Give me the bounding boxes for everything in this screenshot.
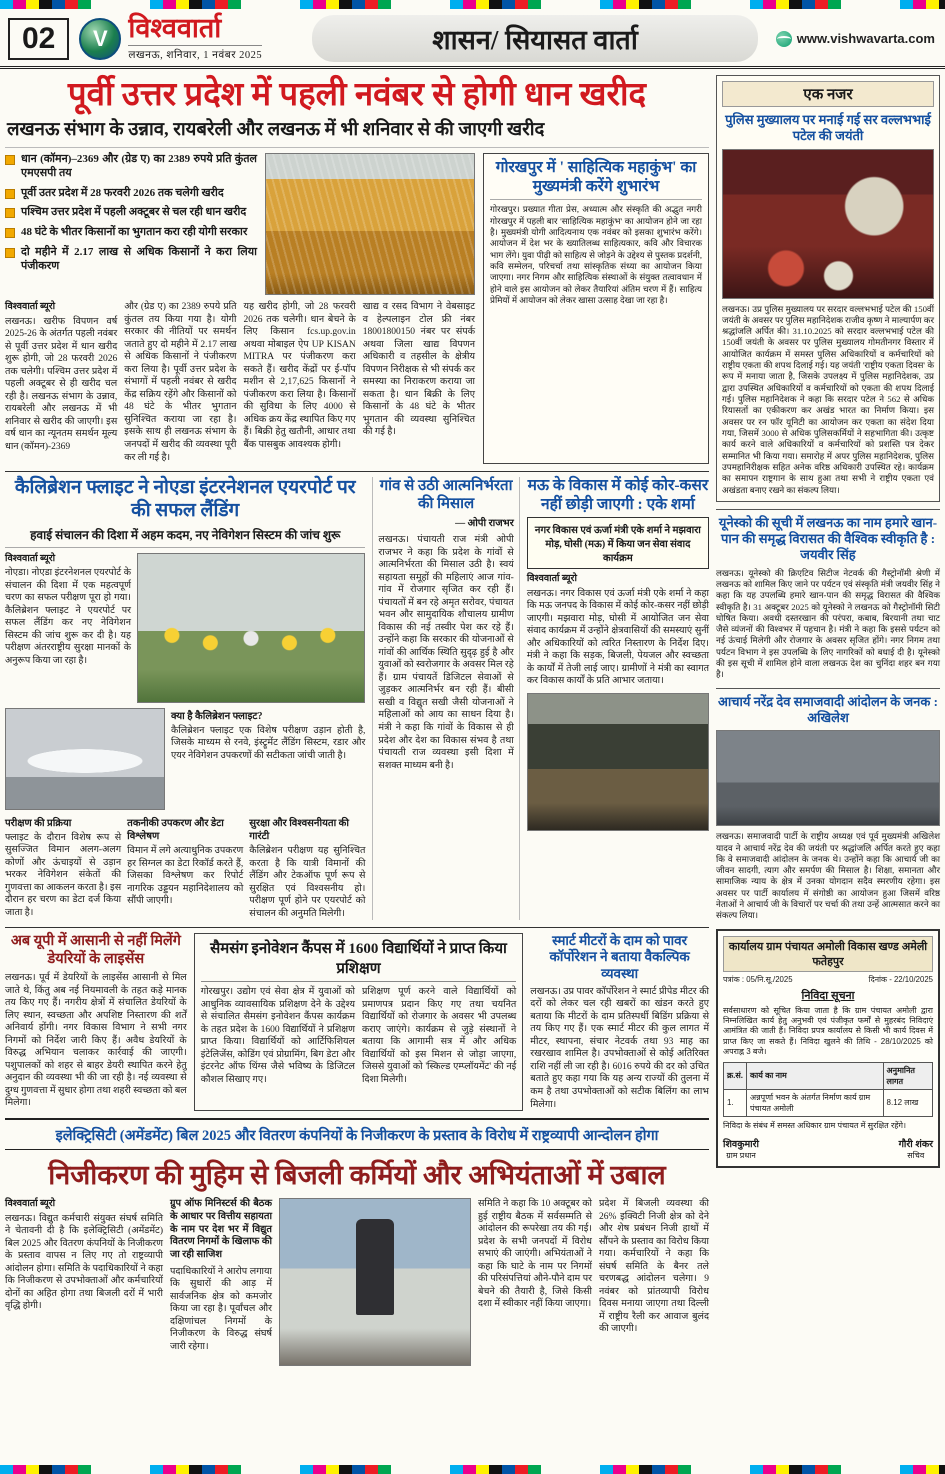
- page-content: [0, 69, 945, 1370]
- ek-nazar-box: [716, 75, 940, 502]
- lead-body-text: लखनऊ। खरीफ विपणन वर्ष 2025-26 के अंतर्गत पहली नवंबर से पूर्वी उत्तर प्रदेश में धान खरीद शुरू होगी, जो 28 फरवरी 2026 तक चलेगी। पश्चिम उत्तर प्रदेश में पहली अक्टूबर से ही खरीद चल रही है। लखनऊ संभाग के उन्नाव, रायबरेली और लखनऊ में भी शनिवार से खरीद की जाएगी। इस वर्ष धान का न्यूनतम समर्थन मूल्य धान (कॉमन)-2369: [5, 316, 118, 452]
- lead-bullet: धान (कॉमन)–2369 और (ग्रेड ए) का 2389 रुपये प्रति कुंतल एमएसपी तय: [5, 153, 257, 181]
- lead-body-text: खाद्य व रसद विभाग ने वेबसाइट व हेल्पलाइन टोल फ्री नंबर 18001800150 नंबर पर संपर्क अथवा जिला खाद्य विपणन अधिकारी व तहसील के क्षेत्रीय विपणन निरीक्षक से भी संपर्क कर समस्या का निराकरण कराया जा सकता है। धान बिक्री के लिए किसानों के 48 घंटे के भीतर भुगतान की व्यवस्था सुनिश्चित की गई है।: [362, 302, 475, 438]
- privatisation-body: प्रदेश में बिजली व्यवस्था की 26% इक्विटी निजी क्षेत्र को देने और शेष प्रबंधन निजी हाथों में सौंपने के प्रस्ताव का विरोध किया गया। कर्मचारियों ने कहा कि संघर्ष समिति के बैनर तले चरणबद्ध आंदोलन चलेगा। 9 नवंबर को प्रांतव्यापी विरोध दिवस मनाया जाएगा तथा दिल्ली में राष्ट्रीय रैली कर आवाज बुलंद की जाएगी।: [599, 1199, 709, 1335]
- privatisation-story: [5, 1118, 709, 1366]
- calibration-section-title: सुरक्षा और विश्वसनीयता की गारंटी: [249, 817, 349, 842]
- samsung-campus-story: [194, 933, 524, 1111]
- tender-title: निविदा सूचना: [801, 989, 855, 1002]
- privatisation-col-4: [599, 1198, 709, 1366]
- tender-body: सर्वसाधारण को सूचित किया जाता है कि ग्राम पंचायत अमोली द्वारा निम्नलिखित कार्य हेतु अनुभवी एवं पंजीकृत फर्मों से मुहरबंद निविदाएं आमंत्रित की जाती हैं। निविदा प्रपत्र कार्यालय से किसी भी कार्य दिवस में प्राप्त किए जा सकते हैं। निविदा खुलने की तिथि - 28/10/2025 को अपराह्न 3 बजे।: [723, 1005, 933, 1057]
- tender-th-serial: क्र.सं.: [724, 1062, 747, 1089]
- calibration-section-title: क्या है कैलिब्रेशन फ्लाइट?: [171, 710, 263, 722]
- mau-body: लखनऊ। नगर विकास एवं ऊर्जा मंत्री एके शर्मा ने कहा कि मऊ जनपद के विकास में कोई कोर-कसर नहीं छोड़ी जाएगी। मझवारा मोड़, घोसी में आयोजित जन सेवा संवाद कार्यक्रम में उन्होंने क्षेत्रवासियों की समस्याएं सुनीं और अधिकारियों को त्वरित निस्तारण के निर्देश दिए। मंत्री ने कहा कि सड़क, बिजली, पेयजल और स्वच्छता के कार्यों में तेजी लाई जाए। ग्रामीणों ने मंत्री का स्वागत कर विकास कार्यों के प्रति आभार जताया।: [526, 588, 710, 687]
- unesco-story: [716, 509, 940, 681]
- akhilesh-body: लखनऊ। समाजवादी पार्टी के राष्ट्रीय अध्यक्ष एवं पूर्व मुख्यमंत्री अखिलेश यादव ने आचार्य नरेंद्र देव की जयंती पर श्रद्धांजलि अर्पित करते हुए कहा कि वे समाजवादी आंदोलन के जनक थे। उन्होंने कहा कि आचार्य जी का जीवन सादगी, त्याग और समर्पण की मिसाल है। शिक्षा, समानता और सामाजिक न्याय के क्षेत्र में उनका योगदान सदैव स्मरणीय रहेगा। इस अवसर पर पार्टी कार्यालय में संगोष्ठी का आयोजन हुआ जिसमें वरिष्ठ नेताओं ने आचार्य जी के विचारों पर चर्चा की तथा उन्हें आत्मसात करने का संकल्प लिया।: [716, 831, 940, 921]
- samsung-body-col-2: प्रशिक्षण पूर्ण करने वाले विद्यार्थियों को प्रमाणपत्र प्रदान किए गए तथा चयनित विद्यार्थियों को रोजगार के अवसर भी उपलब्ध कराए जाएंगे। कार्यक्रम से जुड़े संस्थानों ने बताया कि आगामी सत्र में और अधिक विद्यार्थियों को इस मिशन से जोड़ा जाएगा, जिससे युवाओं को 'स्किल्ड एम्प्लॉयमेंट' की नई दिशा मिलेगी।: [362, 987, 517, 1085]
- mau-highlight-box: नगर विकास एवं ऊर्जा मंत्री एके शर्मा ने मझवारा मोड़, घोसी (मऊ) में किया जन सेवा संवाद कार्यक्रम: [527, 517, 709, 569]
- patel-jayanti-photo: [722, 149, 934, 299]
- akhilesh-headline: आचार्य नरेंद्र देव समाजवादी आंदोलन के जनक : अखिलेश: [718, 693, 938, 725]
- byline: विश्ववार्ता ब्यूरो: [5, 1199, 56, 1210]
- byline: विश्ववार्ता ब्यूरो: [5, 553, 56, 564]
- smart-meter-headline: स्मार्ट मीटरों के दाम को पावर कॉर्पोरेशन ने बताया वैकल्पिक व्यवस्था: [549, 933, 690, 981]
- lead-bullet: पश्चिम उत्तर प्रदेश में पहली अक्टूबर से चल रही धान खरीद: [5, 206, 257, 220]
- tender-table: [723, 1062, 933, 1117]
- byline: विश्ववार्ता ब्यूरो: [526, 574, 577, 585]
- tender-sign-right-name: गौरी शंकर: [898, 1139, 933, 1151]
- calibration-section-body: कैलिब्रेशन फ्लाइट एक विशेष परीक्षण उड़ान होती है, जिसके माध्यम से रनवे, इंस्ट्रूमेंट लैंडिंग सिस्टम, रडार और एयर नेविगेशन उपकरणों की सटीकता जांची जाती है।: [171, 725, 366, 761]
- brand: [79, 15, 294, 62]
- mau-headline: मऊ के विकास में कोई कोर-कसर नहीं छोड़ी जाएगी : एके शर्मा: [527, 477, 709, 513]
- calibration-section-1: [5, 815, 121, 921]
- bullet-square-icon: [5, 189, 15, 199]
- tender-th-cost: अनुमानित लागत: [883, 1062, 932, 1089]
- print-registration-bar-top: [0, 0, 945, 9]
- calibration-intro-text: नोएडा। नोएडा इंटरनेशनल एयरपोर्ट के संचालन की दिशा में एक महत्वपूर्ण चरण का सफल परीक्षण पूरा हो गया। कैलिब्रेशन फ्लाइट ने एयरपोर्ट पर सफल लैंडिंग कर नए नेविगेशन सिस्टम की जांच शुरू कर दी है। यह परीक्षण अंतरराष्ट्रीय सुरक्षा मानकों के अनुरूप किया जा रहा है।: [5, 568, 131, 666]
- patel-jayanti-headline: पुलिस मुख्यालय पर मनाई गई सर वल्लभभाई पटेल की जयंती: [725, 112, 931, 144]
- calibration-intro: [5, 553, 131, 703]
- mau-development-story: [527, 477, 709, 920]
- lead-body-col-4: [363, 301, 475, 464]
- tender-sign-right-role: सचिव: [907, 1151, 925, 1161]
- brand-text: [128, 15, 262, 62]
- privatisation-col-2: [170, 1198, 272, 1366]
- lead-body-text: यह खरीद होगी, जो 28 फरवरी 2026 तक चलेगी। धान बेचने के लिए किसान fcs.up.gov.in अथवा मोबाइल ऐप UP KISAN MITRA पर पंजीकरण करा सकते हैं। खरीद केंद्रों पर ई-पॉप मशीन से 2,17,625 किसानों ने पंजीकरण करा लिया है। किसानों की सुविधा के लिए 4000 से अधिक क्रय केंद्र स्थापित किए गए हैं। बिक्री हेतु खतौनी, आधार तथा बैंक पासबुक आवश्यक होगी।: [243, 302, 356, 450]
- calibration-aircraft-photo: [5, 708, 165, 810]
- patel-jayanti-body: लखनऊ। उप्र पुलिस मुख्यालय पर सरदार वल्लभभाई पटेल की 150वीं जयंती के अवसर पर पुलिस महानिदेशक राजीव कृष्ण ने माल्यार्पण कर श्रद्धांजलि अर्पित की। 31.10.2025 को सरदार वल्लभभाई पटेल की 150वीं जयंती के अवसर पर पुलिस मुख्यालय गोमतीनगर विस्तार में आयोजित कार्यक्रम में समस्त पुलिस अधिकारियों व कर्मचारियों को राष्ट्रीय एकता की शपथ दिलाई गई। यह जयंती 'राष्ट्रीय एकता दिवस' के रूप में मनाया जाता है, जिसके उपलक्ष्य में पुलिस महानिदेशक, उप्र द्वारा उपस्थित अधिकारियों व कर्मचारियों को एकता की शपथ दिलाई गई। पुलिस महानिदेशक ने कहा कि सरदार पटेल ने 562 से अधिक रियासतों का एकीकरण कर अखंड भारत का निर्माण किया। इस अवसर पर रन फॉर यूनिटी का आयोजन कर एकता का संदेश दिया गया, जिसमें 3000 से अधिक पुलिसकर्मियों ने सहभागिता की। उत्कृष्ट कार्य करने वाले अधिकारियों व कर्मचारियों को प्रशस्ति पत्र देकर सम्मानित भी किया गया। समारोह में अपर पुलिस महानिदेशक, पुलिस उपमहानिरीक्षक सहित अनेक वरिष्ठ अधिकारी उपस्थित रहे। कार्यक्रम का समापन राष्ट्रगान के साथ हुआ तथा सभी ने राष्ट्रीय एकता एवं अखंडता बनाए रखने का संकल्प लिया।: [722, 303, 934, 495]
- newspaper-logo-icon: [79, 18, 121, 60]
- lead-story: [5, 75, 709, 464]
- gorakhpur-mahakumbh-box: [483, 153, 709, 464]
- unesco-body: लखनऊ। यूनेस्को की क्रिएटिव सिटीज नेटवर्क की गैस्ट्रोनॉमी श्रेणी में लखनऊ को शामिल किए जाने पर पर्यटन एवं संस्कृति मंत्री जयवीर सिंह ने कहा कि यह उपलब्धि हमारे खान-पान की समृद्ध विरासत की वैश्विक स्वीकृति है। 31 अक्टूबर 2025 को यूनेस्को ने लखनऊ को गैस्ट्रोनॉमी सिटी घोषित किया। अवधी दस्तरखान की परंपरा, कबाब, बिरयानी तथा चाट जैसे व्यंजनों की विश्वभर में पहचान है। मंत्री ने कहा कि इससे पर्यटन को नई ऊंचाई मिलेगी और रोजगार के अवसर सृजित होंगे। नगर निगम तथा पर्यटन विभाग ने इस उपलब्धि के लिए नागरिकों को बधाई दी है। यूनेस्को की इस सूची में शामिल होने वाला लखनऊ देश का चुनिंदा शहर बन गया है।: [716, 567, 940, 680]
- privatisation-body: पदाधिकारियों ने आरोप लगाया कि सुधारों की आड़ में सार्वजनिक क्षेत्र को कमजोर किया जा रहा है। पूर्वांचल और दक्षिणांचल निगमों के निजीकरण के विरुद्ध संघर्ष जारी रहेगा।: [170, 1266, 272, 1352]
- atmanirbharta-column: [372, 477, 519, 920]
- logo-letter: V: [93, 25, 108, 51]
- gorakhpur-headline: गोरखपुर में ' साहित्यिक महाकुंभ' का मुख्यमंत्री करेंगे शुभारंभ: [490, 159, 702, 200]
- tender-note: निविदा के संबंध में समस्त अधिकार ग्राम पंचायत में सुरक्षित रहेंगे।: [723, 1120, 907, 1130]
- privatisation-col-3: [478, 1198, 592, 1366]
- page-number: 02: [8, 18, 69, 60]
- main-column: [5, 75, 709, 1366]
- lead-body-col-2: [124, 301, 236, 464]
- bullet-square-icon: [5, 228, 15, 238]
- right-sidebar: [716, 75, 940, 1366]
- protest-statue-photo: [279, 1198, 471, 1366]
- atmanirbharta-headline: गांव से उठी आत्मनिर्भरता की मिसाल: [379, 478, 513, 513]
- calibration-subheadline: हवाई संचालन की दिशा में अहम कदम, नए नेविगेशन सिस्टम की जांच शुरू: [5, 523, 365, 548]
- tender-ref-number: पत्रांक : 05/नि.सू./2025: [723, 974, 793, 984]
- tender-sign-right: [899, 1137, 933, 1161]
- paper-name: विश्ववार्ता: [128, 13, 222, 43]
- website-text: www.vishwavarta.com: [796, 31, 935, 46]
- website-url: [776, 31, 935, 47]
- lead-headline: पूर्वी उत्तर प्रदेश में पहली नवंबर से होगी धान खरीद: [67, 77, 647, 113]
- calibration-flight-story: [5, 477, 365, 920]
- tender-sign-left-name: शिवकुमारी: [723, 1139, 759, 1151]
- tender-row: [724, 1089, 933, 1116]
- calibration-section-body: फ्लाइट के दौरान विशेष रूप से सुसज्जित विमान अलग-अलग कोणों और ऊंचाइयों से उड़ान भरकर नेविगेशन संकेतों की गुणवत्ता का आकलन करता है। इस दौरान हर चरण का डेटा दर्ज किया जाता है।: [5, 832, 122, 918]
- section-title: शासन/ सियासत वार्ता: [312, 15, 757, 62]
- calibration-section-2: [127, 815, 243, 921]
- paddy-procurement-photo: [265, 153, 475, 295]
- calibration-section-3: [249, 815, 365, 921]
- calibration-section-0: [171, 708, 365, 810]
- dairy-license-story: [5, 933, 187, 1111]
- tender-sign-left-role: ग्राम प्रधान: [726, 1151, 756, 1161]
- smart-meter-body: लखनऊ। उप्र पावर कॉर्पोरेशन ने स्मार्ट प्रीपेड मीटर की दरों को लेकर चल रही खबरों का खंडन करते हुए बताया कि मीटरों के दाम प्रतिस्पर्धी बिडिंग प्रक्रिया से तय किए गए हैं। एक स्मार्ट मीटर की कुल लागत में मीटर, स्थापना, संचार नेटवर्क तथा 93 माह का रखरखाव शामिल है। उपभोक्ताओं से कोई अतिरिक्त राशि नहीं ली जा रही है। 6016 रुपये की दर को उचित बताते हुए कहा गया कि यह अन्य राज्यों की तुलना में कम है तथा उपभोक्ताओं को सटीक बिलिंग का लाभ मिलेगा।: [530, 986, 709, 1110]
- tender-office-name: कार्यालय ग्राम पंचायत अमोली विकास खण्ड अमेली फतेहपुर: [723, 936, 933, 972]
- tender-date: दिनांक - 22/10/2025: [868, 974, 933, 984]
- tender-sign-left: [723, 1137, 759, 1161]
- lead-bullet: दो महीने में 2.17 लाख से अधिक किसानों ने करा लिया पंजीकरण: [5, 246, 257, 274]
- globe-icon: [776, 31, 792, 47]
- akhilesh-event-photo: [716, 730, 940, 826]
- privatisation-bold-intro: ग्रुप ऑफ मिनिस्टर्स की बैठक के आधार पर वित्तीय सहायता के नाम पर देश भर में विद्युत वितरण निगमों के खिलाफ की जा रही साजिश: [170, 1198, 272, 1260]
- calibration-section-title: तकनीकी उपकरण और डेटा विश्लेषण: [127, 817, 224, 842]
- bullet-square-icon: [5, 248, 15, 258]
- lead-bullet: 48 घंटे के भीतर किसानों का भुगतान करा रही योगी सरकार: [5, 226, 257, 240]
- dairy-body: लखनऊ। पूर्व में डेयरियों के लाइसेंस आसानी से मिल जाते थे, किंतु अब नई नियमावली के तहत कड़े मानक तय किए गए हैं। नगरीय क्षेत्रों में संचालित डेयरियों के लिए स्थान, स्वच्छता और अपशिष्ट निस्तारण की शर्तें अनिवार्य होंगी। नगर विकास विभाग ने सभी नगर निगमों को निर्देश जारी किए हैं। अवैध डेयरियों के विरुद्ध अभियान चलाकर कार्रवाई की जाएगी। पशुपालकों को शहर से बाहर डेयरी स्थापित करने हेतु अनुदान की व्यवस्था भी की जा रही है। नई व्यवस्था से दुग्ध गुणवत्ता में सुधार होगा तथा शहरी स्वच्छता को बल मिलेगा।: [5, 972, 187, 1109]
- privatisation-col-1: [5, 1198, 163, 1366]
- bullet-square-icon: [5, 208, 15, 218]
- dateline: लखनऊ, शनिवार, 1 नवंबर 2025: [128, 45, 262, 62]
- bullet-square-icon: [5, 155, 15, 165]
- calibration-section-body: विमान में लगे अत्याधुनिक उपकरण हर सिग्नल का डेटा रिकॉर्ड करते हैं, जिसका विश्लेषण कर रिपोर्ट नागरिक उड्डयन महानिदेशालय को सौंपी जाएगी।: [127, 846, 244, 907]
- tender-cell-serial: 1.: [724, 1089, 747, 1116]
- mau-event-photo: [527, 693, 709, 831]
- privatisation-body: लखनऊ। विद्युत कर्मचारी संयुक्त संघर्ष समिति ने चेतावनी दी है कि इलेक्ट्रिसिटी (अमेंडमेंट) बिल 2025 और वितरण कंपनियों के निजीकरण के प्रस्ताव वापस न लिए गए तो राष्ट्रव्यापी आंदोलन होगा। समिति के पदाधिकारियों ने कहा कि निजीकरण से उपभोक्ताओं और कर्मचारियों दोनों का अहित होगा तथा बिजली दरों में भारी वृद्धि होगी।: [5, 1213, 163, 1312]
- tender-th-work: कार्य का नाम: [747, 1062, 884, 1089]
- tender-notice-box: [716, 929, 940, 1168]
- lead-bullet-list: [5, 153, 257, 295]
- tender-cell-work: अन्नपूर्णा भवन के अंतर्गत निर्माण कार्य ग्राम पंचायत अमोली: [747, 1089, 884, 1116]
- smart-meter-story: [530, 933, 709, 1111]
- calibration-section-title: परीक्षण की प्रक्रिया: [5, 817, 72, 829]
- privatisation-kicker: इलेक्ट्रिसिटी (अमेंडमेंट) बिल 2025 और वितरण कंपनियों के निजीकरण के प्रस्ताव के विरोध में राष्ट्रव्यापी आन्दोलन होगा: [5, 1123, 709, 1150]
- third-band: [5, 927, 709, 1111]
- lead-subheadline: लखनऊ संभाग के उन्नाव, रायबरेली और लखनऊ में भी शनिवार से की जाएगी खरीद: [5, 119, 709, 148]
- tender-cell-cost: 8.12 लाख: [883, 1089, 932, 1116]
- lead-bullet: पूर्वी उतर प्रदेश में 28 फरवरी 2026 तक चलेगी खरीद: [5, 187, 257, 201]
- ek-nazar-header: एक नजर: [722, 81, 934, 107]
- atmanirbharta-body: लखनऊ। पंचायती राज मंत्री ओपी राजभर ने कहा कि प्रदेश के गांवों से आत्मनिर्भरता की मिसाल उठी है। स्वयं सहायता समूहों की महिलाएं आज गांव-गांव में रोजगार सृजित कर रही हैं। पंचायतों में बन रहे अमृत सरोवर, पंचायत भवन और सामुदायिक शौचालय ग्रामीण विकास की नई तस्वीर पेश कर रहे हैं। उन्होंने कहा कि सरकार की योजनाओं से गांवों की आर्थिक स्थिति सुदृढ़ हुई है और युवाओं को स्वरोजगार के अवसर मिल रहे हैं। ग्राम पंचायतें डिजिटल सेवाओं से जुड़कर आत्मनिर्भर बन रही हैं। बीसी सखी व विद्युत सखी जैसी योजनाओं ने महिलाओं को आय का साधन दिया है। मंत्री ने कहा कि गांवों के विकास से ही प्रदेश और देश का विकास संभव है तथा पंचायती राज व्यवस्था इसी दिशा में सशक्त माध्यम बनी है।: [378, 535, 514, 771]
- dairy-headline: अब यूपी में आसानी से नहीं मिलेंगे डेयरियों के लाइसेंस: [10, 933, 181, 967]
- akhilesh-story: [716, 688, 940, 922]
- lead-body-col-1: [5, 301, 117, 464]
- unesco-headline: यूनेस्को की सूची में लखनऊ का नाम हमारे खान-पान की समृद्ध विरासत की वैश्विक स्वीकृति है : जयवीर सिंह: [718, 514, 938, 563]
- samsung-headline: सैमसंग इनोवेशन कैंपस में 1600 विद्यार्थियों ने प्राप्त किया प्रशिक्षण: [201, 938, 517, 982]
- gorakhpur-body: गोरखपुर। प्रख्यात गीता प्रेस, अध्यात्म और संस्कृति की अद्भुत नगरी गोरखपुर में पहली बार 'साहित्यिक महाकुंभ' का आयोजन होने जा रहा है। मुख्यमंत्री योगी आदित्यनाथ एक नवंबर को इसका शुभारंभ करेंगे। आयोजन में देश भर के ख्यातिलब्ध साहित्यकार, कवि और विचारक भाग लेंगे। युवा पीढ़ी को साहित्य से जोड़ने के उद्देश्य से पुस्तक प्रदर्शनी, कवि सम्मेलन, परिचर्चा तथा सांस्कृतिक संध्या का आयोजन किया जाएगा। नगर निगम और साहित्यिक संस्थाओं के संयुक्त तत्वावधान में होने वाले इस आयोजन को लेकर तैयारियां अंतिम चरण में हैं। साहित्य प्रेमियों में आयोजन को लेकर खासा उत्साह देखा जा रहा है।: [490, 204, 702, 305]
- calibration-section-body: कैलिब्रेशन परीक्षण यह सुनिश्चित करता है कि यात्री विमानों की लैंडिंग और टेकऑफ पूर्ण रूप से सुरक्षित एवं विश्वसनीय हो। परीक्षण पूर्ण होने पर एयरपोर्ट को संचालन की अनुमति मिलेगी।: [249, 846, 366, 919]
- byline: विश्ववार्ता ब्यूरो: [5, 302, 56, 313]
- samsung-body-col-1: गोरखपुर। उद्योग एवं सेवा क्षेत्र में युवाओं को आधुनिक व्यावसायिक प्रशिक्षण देने के उद्देश्य से संचालित सैमसंग इनोवेशन कैंपस कार्यक्रम के तहत प्रदेश के 1600 विद्यार्थियों ने प्रशिक्षण प्राप्त किया। विद्यार्थियों को आर्टिफिशियल इंटेलिजेंस, कोडिंग एवं प्रोग्रामिंग, बिग डेटा और इंटरनेट ऑफ थिंग्स जैसे भविष्य के डिजिटल कौशल सिखाए गए।: [200, 987, 355, 1085]
- airport-team-photo: [137, 553, 365, 703]
- lead-body-col-3: [244, 301, 356, 464]
- calibration-headline: कैलिब्रेशन फ्लाइट ने नोएडा इंटरनेशनल एयरपोर्ट पर की सफल लैंडिंग: [14, 477, 356, 521]
- lead-body-text: और (ग्रेड ए) का 2389 रुपये प्रति कुंतल तय किया गया है। योगी सरकार की नीतियों पर समर्थन जताते हुए दो महीने में 2.17 लाख से अधिक किसानों ने पंजीकरण करा लिया है। पूर्वी उत्तर प्रदेश के संभागों में पहली नवंबर से खरीद केंद्र सक्रिय रहेंगे और किसानों को 48 घंटे के भीतर भुगतान सुनिश्चित कराया जा रहा है। इसके साथ ही लखनऊ संभाग के जनपदों में खरीद की व्यवस्था पूरी कर ली गई है।: [124, 302, 237, 463]
- atmanirbharta-attribution: — ओपी राजभर: [455, 518, 514, 530]
- privatisation-body: समिति ने कहा कि 10 अक्टूबर को हुई राष्ट्रीय बैठक में सर्वसम्मति से आंदोलन की रूपरेखा तय की गई। प्रदेश के सभी जनपदों में विरोध सभाएं की जाएंगी। अभियंताओं ने कहा कि घाटे के नाम पर निगमों की परिसंपत्तियां औने-पौने दाम पर बेचने की तैयारी है, जिसे किसी दशा में स्वीकार नहीं किया जाएगा।: [478, 1199, 592, 1310]
- masthead: [0, 9, 945, 69]
- privatisation-headline: निजीकरण की मुहिम से बिजली कर्मियों और अभियंताओं में उबाल: [48, 1160, 666, 1191]
- second-band: [5, 471, 709, 920]
- print-registration-bar-bottom: [0, 1465, 945, 1474]
